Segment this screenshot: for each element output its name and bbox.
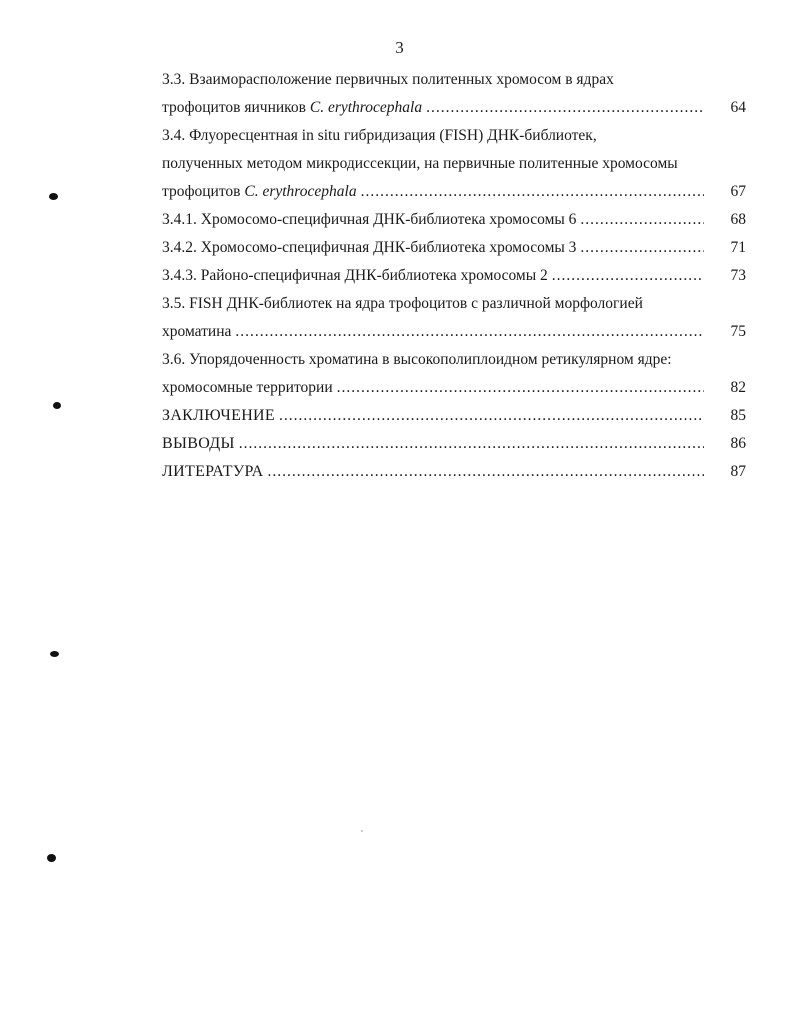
toc-page-number: 75 — [730, 323, 746, 340]
scan-speck — [47, 854, 56, 862]
dot-leader — [337, 374, 704, 402]
table-of-contents — [162, 66, 746, 486]
scan-speck — [361, 830, 363, 832]
toc-page-number: 71 — [730, 239, 746, 256]
toc-page-number: 64 — [730, 99, 746, 116]
dot-leader — [580, 234, 704, 262]
toc-entry-text-line: ЛИТЕРАТУРА — [162, 463, 264, 480]
species-name: C. erythrocephala — [244, 183, 357, 200]
toc-entry-3-6[interactable] — [162, 346, 746, 402]
page-number: 3 — [395, 38, 404, 57]
toc-entry-3-5[interactable] — [162, 290, 746, 346]
toc-entry-text-line: хроматина — [162, 323, 232, 340]
toc-page-number: 85 — [730, 407, 746, 424]
toc-entry-text-line: 3.3. Взаиморасположение первичных политенных хромосом в ядрах — [162, 71, 614, 88]
dot-leader — [235, 318, 704, 346]
dot-leader — [361, 178, 704, 206]
species-name: C. erythrocephala — [309, 99, 423, 116]
toc-page-number: 82 — [730, 379, 746, 396]
toc-entry-text-line: 3.4.1. Хромосомо-специфичная ДНК-библиотека хромосомы 6 — [162, 211, 577, 228]
toc-entry-references[interactable] — [162, 458, 746, 486]
toc-entry-text-line: трофоцитов C. erythrocephala — [162, 183, 357, 200]
scan-speck — [50, 651, 59, 657]
toc-entry-conclusion[interactable] — [162, 402, 746, 430]
toc-entry-3-3[interactable] — [162, 66, 746, 122]
toc-entry-text-line: 3.5. FISH ДНК-библиотек на ядра трофоцитов с различной морфологией — [162, 295, 643, 312]
toc-entry-3-4-1[interactable] — [162, 206, 746, 234]
toc-entry-3-4-2[interactable] — [162, 234, 746, 262]
dot-leader — [580, 206, 704, 234]
dot-leader — [552, 262, 704, 290]
toc-entry-text-line: трофоцитов яичников C. erythrocephala — [162, 99, 423, 116]
toc-entry-text-line: 3.4. Флуоресцентная in situ гибридизация (FISH) ДНК-библиотек, — [162, 127, 597, 144]
dot-leader — [239, 430, 704, 458]
toc-entry-text-line: ВЫВОДЫ — [162, 435, 235, 452]
toc-entry-3-4[interactable] — [162, 122, 746, 206]
dot-leader — [426, 94, 704, 122]
toc-page-number: 67 — [730, 183, 746, 200]
toc-page-number: 86 — [730, 435, 746, 452]
dot-leader — [279, 402, 704, 430]
scan-speck — [49, 193, 58, 200]
toc-entry-text-line: ЗАКЛЮЧЕНИЕ — [162, 407, 275, 424]
toc-page-number: 73 — [730, 267, 746, 284]
toc-entry-text-line: полученных методом микродиссекции, на первичные политенные хромосомы — [162, 155, 678, 172]
toc-entry-findings[interactable] — [162, 430, 746, 458]
scan-speck — [53, 402, 61, 409]
toc-entry-text-line: 3.4.2. Хромосомо-специфичная ДНК-библиотека хромосомы 3 — [162, 239, 577, 256]
toc-entry-text-line: 3.6. Упорядоченность хроматина в высокополиплоидном ретикулярном ядре: — [162, 351, 672, 368]
toc-page-number: 68 — [730, 211, 746, 228]
toc-page-number: 87 — [730, 463, 746, 480]
dot-leader — [267, 458, 704, 486]
toc-entry-3-4-3[interactable] — [162, 262, 746, 290]
toc-entry-text-line: хромосомные территории — [162, 379, 333, 396]
toc-entry-text-line: 3.4.3. Районо-специфичная ДНК-библиотека хромосомы 2 — [162, 267, 548, 284]
